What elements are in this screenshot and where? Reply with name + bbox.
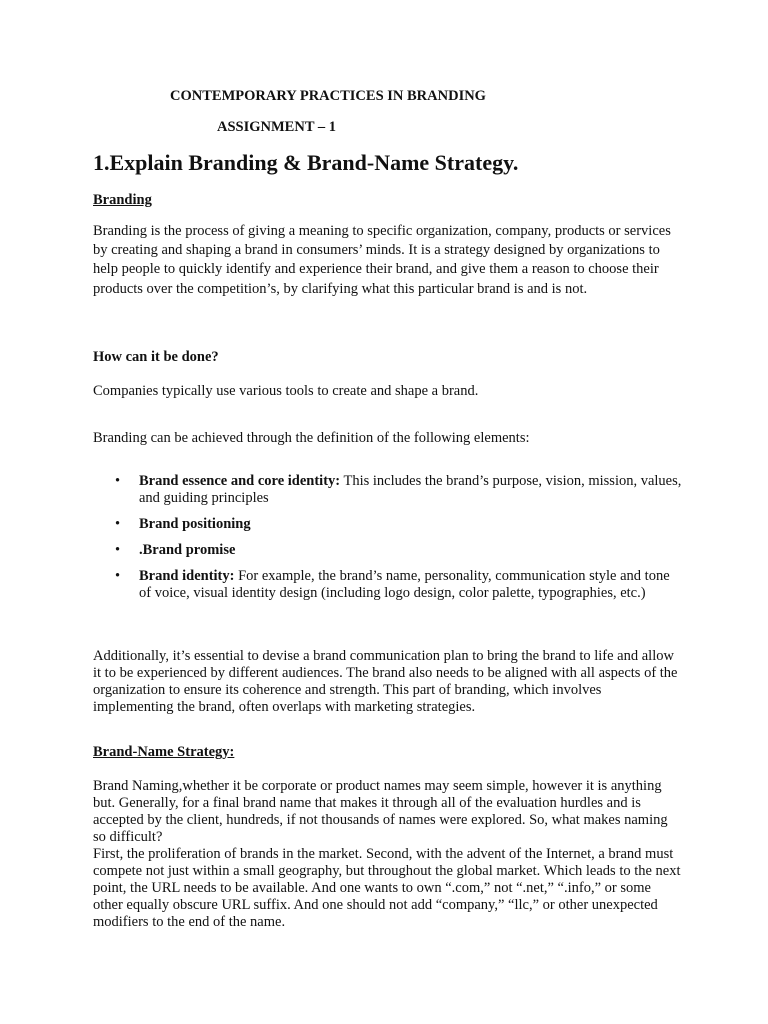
- list-item-term: Brand identity:: [139, 568, 235, 584]
- tools-text: Companies typically use various tools to create and shape a brand.: [93, 383, 479, 399]
- bullet-icon: •: [115, 568, 121, 584]
- course-title: CONTEMPORARY PRACTICES IN BRANDING: [170, 88, 486, 104]
- elements-intro: Branding can be achieved through the definition of the following elements:: [93, 430, 530, 446]
- list-item: [93, 542, 683, 559]
- list-item-term: Brand positioning: [139, 516, 251, 532]
- list-item: [93, 516, 683, 533]
- list-item: [93, 473, 683, 507]
- bullet-icon: •: [115, 473, 121, 489]
- question-title: 1.Explain Branding & Brand-Name Strategy.: [93, 150, 519, 175]
- branding-paragraph: Branding is the process of giving a meaning to specific organization, company, products or services by creating and shaping a brand in consumers’ minds. It is a strategy designed by organizations to help people to quickly identify and experience their brand, and give them a reason to choose their products over the competition’s, by clarifying what this particular brand is and is not.: [93, 223, 671, 297]
- strategy-paragraph-1: Brand Naming,whether it be corporate or product names may seem simple, however it is anything but. Generally, for a final brand name that makes it through all of the evaluation hurdles and is accepted by the client, hundreds, if not thousands of names were explored. So, what makes naming so difficult?: [93, 778, 668, 845]
- list-item: [93, 568, 683, 602]
- assignment-label: ASSIGNMENT – 1: [217, 119, 336, 135]
- brand-name-strategy-heading: Brand-Name Strategy:: [93, 744, 235, 760]
- strategy-paragraph-2: First, the proliferation of brands in the market. Second, with the advent of the Internet, a brand must compete not just within a small geography, but throughout the global market. Which leads to the next point, the URL needs to be available. And one wants to own “.com,” not “.net,” “.info,” or some other equally obscure URL suffix. And one should not add “company,” “llc,” or other unexpected modifiers to the end of the name.: [93, 846, 681, 930]
- bullet-icon: •: [115, 542, 121, 558]
- bullet-icon: •: [115, 516, 121, 532]
- how-heading: How can it be done?: [93, 349, 219, 365]
- elements-list: [93, 473, 683, 611]
- list-item-term: .Brand promise: [139, 542, 236, 558]
- branding-heading: Branding: [93, 192, 152, 208]
- list-item-text: This includes the brand’s purpose, vision, mission, values, and guiding principles: [139, 473, 682, 506]
- list-item-term: Brand essence and core identity:: [139, 473, 341, 489]
- list-item-text: For example, the brand’s name, personality, communication style and tone of voice, visual identity design (including logo design, color palette, typographies, etc.): [139, 568, 670, 601]
- additional-paragraph: Additionally, it’s essential to devise a brand communication plan to bring the brand to life and allow it to be experienced by different audiences. The brand also needs to be aligned with all aspects of the organization to ensure its coherence and strength. This part of branding, which involves implementing the brand, often overlaps with marketing strategies.: [93, 648, 678, 715]
